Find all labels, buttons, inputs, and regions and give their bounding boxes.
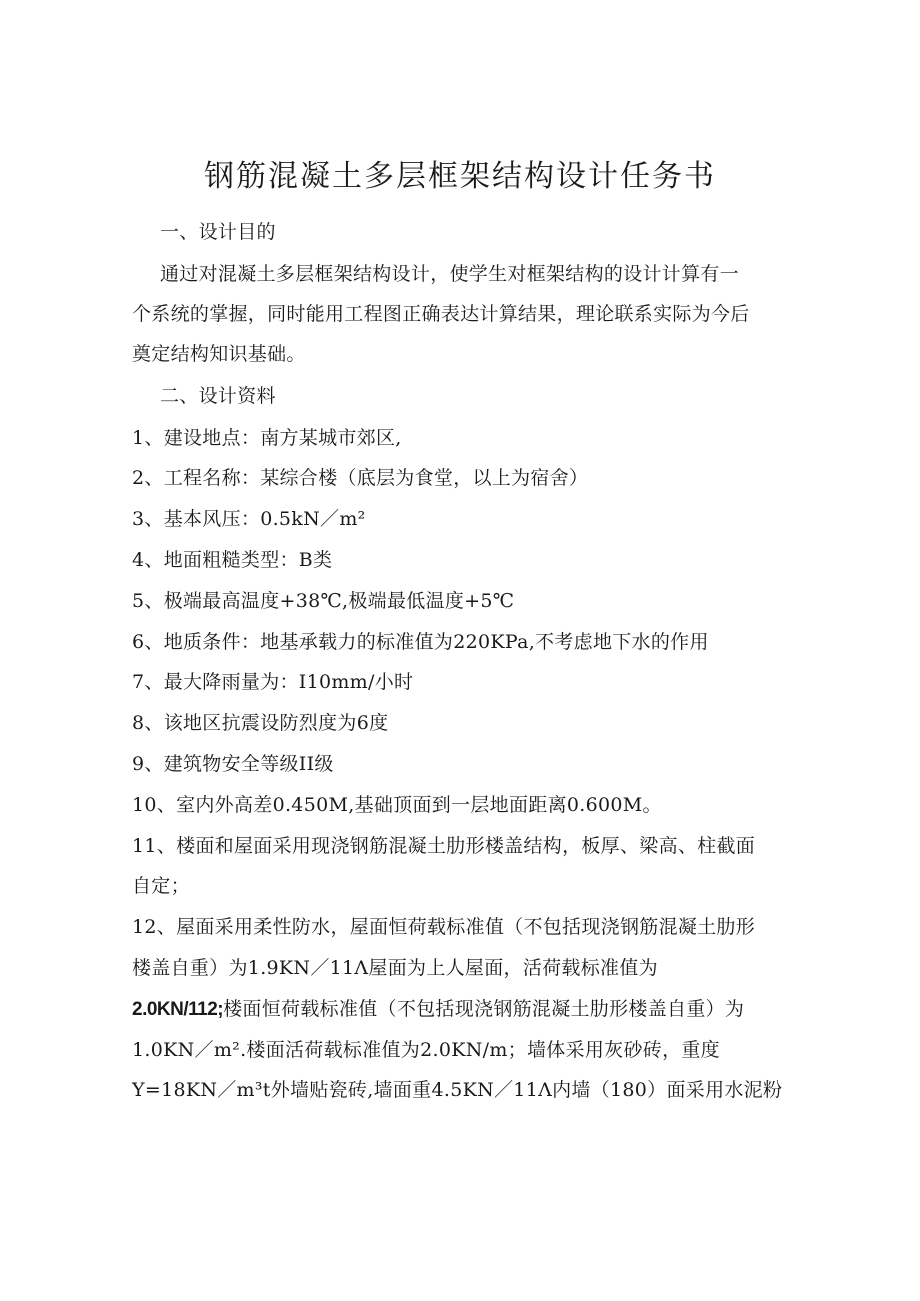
list-item: 5、极端最高温度+38℃,极端最低温度+5℃ xyxy=(132,590,515,612)
list-item: 8、该地区抗震设防烈度为6度 xyxy=(132,712,389,734)
list-item: 7、最大降雨量为：I10mm/小时 xyxy=(132,671,414,693)
section-heading-data: 二、设计资料 xyxy=(160,385,276,407)
list-item-continuation xyxy=(132,996,744,1023)
list-item: 9、建筑物安全等级II级 xyxy=(132,753,334,775)
list-item-continuation: 楼盖自重）为1.9KN／11Λ屋面为上人屋面，活荷载标准值为 xyxy=(132,957,658,979)
list-item: 2、工程名称：某综合楼（底层为食堂，以上为宿舍） xyxy=(132,467,589,489)
list-item: 6、地质条件：地基承载力的标准值为220KPa,不考虑地下水的作用 xyxy=(132,631,709,653)
list-item-continuation: 自定； xyxy=(132,875,190,897)
document-title: 钢筋混凝土多层框架结构设计任务书 xyxy=(204,159,716,194)
paragraph-line: 个系统的掌握，同时能用工程图正确表达计算结果，理论联系实际为今后 xyxy=(132,303,750,325)
paragraph-line: 奠定结构知识基础。 xyxy=(132,343,306,365)
list-item: 10、室内外高差0.450M,基础顶面到一层地面距离0.600M。 xyxy=(132,794,662,816)
section-heading-purpose: 一、设计目的 xyxy=(160,221,276,243)
list-item-continuation: 1.0KN／m².楼面活荷载标准值为2.0KN/m；墙体采用灰砂砖，重度 xyxy=(132,1039,720,1061)
list-item: 4、地面粗糙类型：B类 xyxy=(132,549,333,571)
list-item-text: 楼面恒荷载标准值（不包括现浇钢筋混凝土肋形楼盖自重）为 xyxy=(223,998,745,1020)
list-item: 1、建设地点：南方某城市郊区, xyxy=(132,427,402,449)
list-item-continuation: Y=18KN／m³t外墙贴瓷砖,墙面重4.5KN／11Λ内墙（180）面采用水泥粉 xyxy=(132,1079,783,1101)
list-item: 12、屋面采用柔性防水，屋面恒荷载标准值（不包括现浇钢筋混凝土肋形 xyxy=(132,916,756,938)
paragraph-line: 通过对混凝土多层框架结构设计，使学生对框架结构的设计计算有一 xyxy=(160,263,740,285)
load-value-bold: 2.0KN/112; xyxy=(132,999,224,1020)
list-item: 11、楼面和屋面采用现浇钢筋混凝土肋形楼盖结构，板厚、梁高、柱截面 xyxy=(132,835,756,857)
list-item: 3、基本风压：0.5kN／m² xyxy=(132,508,366,530)
